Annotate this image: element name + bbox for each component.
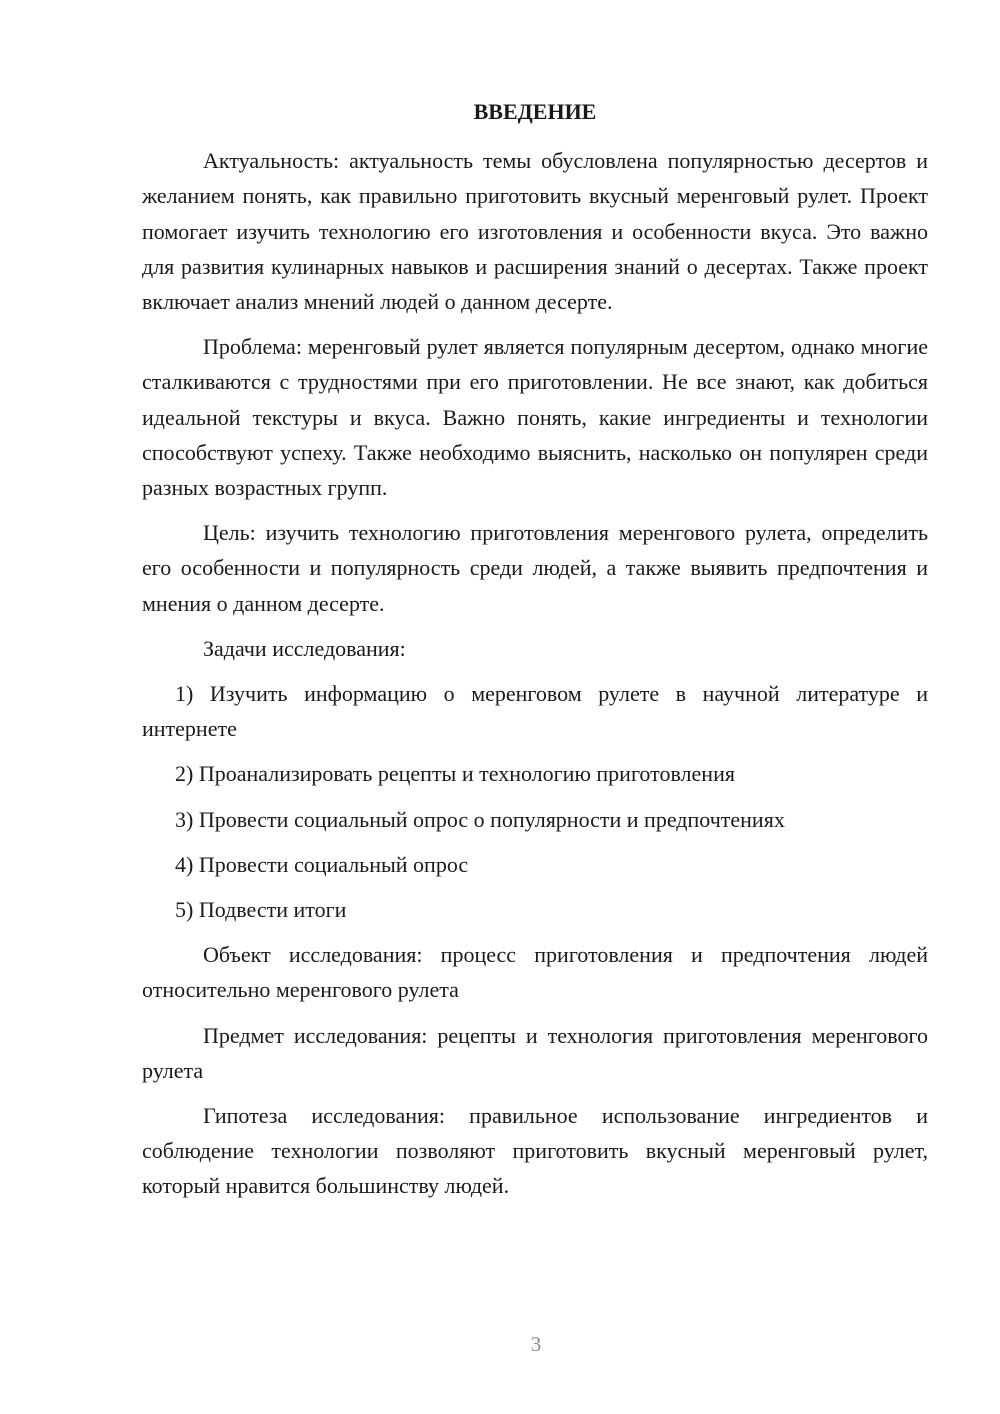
hypothesis-paragraph: Гипотеза исследования: правильное использование ингредиентов и соблюдение технологии позволяют приготовить вкусный меренговый рулет, который нравится большинству людей. bbox=[142, 1103, 928, 1199]
tasks-list bbox=[142, 676, 928, 927]
tasks-heading: Задачи исследования: bbox=[203, 635, 406, 661]
object-paragraph: Объект исследования: процесс приготовления и предпочтения людей относительно меренгового рулета bbox=[142, 942, 928, 1003]
document-body bbox=[142, 94, 928, 1214]
task-item-2: 2) Проанализировать рецепты и технологию приготовления bbox=[175, 761, 735, 787]
problem-paragraph: Проблема: меренговый рулет является популярным десертом, однако многие сталкиваются с трудностями при его приготовлении. Не все знают, как добиться идеальной текстуры и вкуса. Важно понять, какие ингредиенты и технологии способствуют успеху. Также необходимо выяснить, насколько он популярен среди разных возрастных групп. bbox=[142, 334, 928, 501]
task-item-5: 5) Подвести итоги bbox=[175, 897, 347, 923]
task-item-1: 1) Изучить информацию о меренговом рулете в научной литературе и интернете bbox=[142, 681, 928, 742]
page-title: ВВЕДЕНИЕ bbox=[473, 99, 597, 124]
task-item-4: 4) Провести социальный опрос bbox=[175, 851, 469, 877]
subject-paragraph: Предмет исследования: рецепты и технология приготовления меренгового рулета bbox=[142, 1022, 928, 1083]
task-item-3: 3) Провести социальный опрос о популярности и предпочтениях bbox=[175, 806, 785, 832]
relevance-paragraph: Актуальность: актуальность темы обусловлена популярностью десертов и желанием понять, как правильно приготовить вкусный меренговый рулет. Проект помогает изучить технологию его изготовления и особенности вкуса. Это важно для развития кулинарных навыков и расширения знаний о десертах. Также проект включает анализ мнений людей о данном десерте. bbox=[142, 148, 928, 315]
goal-paragraph: Цель: изучить технологию приготовления меренгового рулета, определить его особенности и популярность среди людей, а также выявить предпочтения и мнения о данном десерте. bbox=[142, 520, 928, 616]
page-number: 3 bbox=[530, 1332, 542, 1356]
